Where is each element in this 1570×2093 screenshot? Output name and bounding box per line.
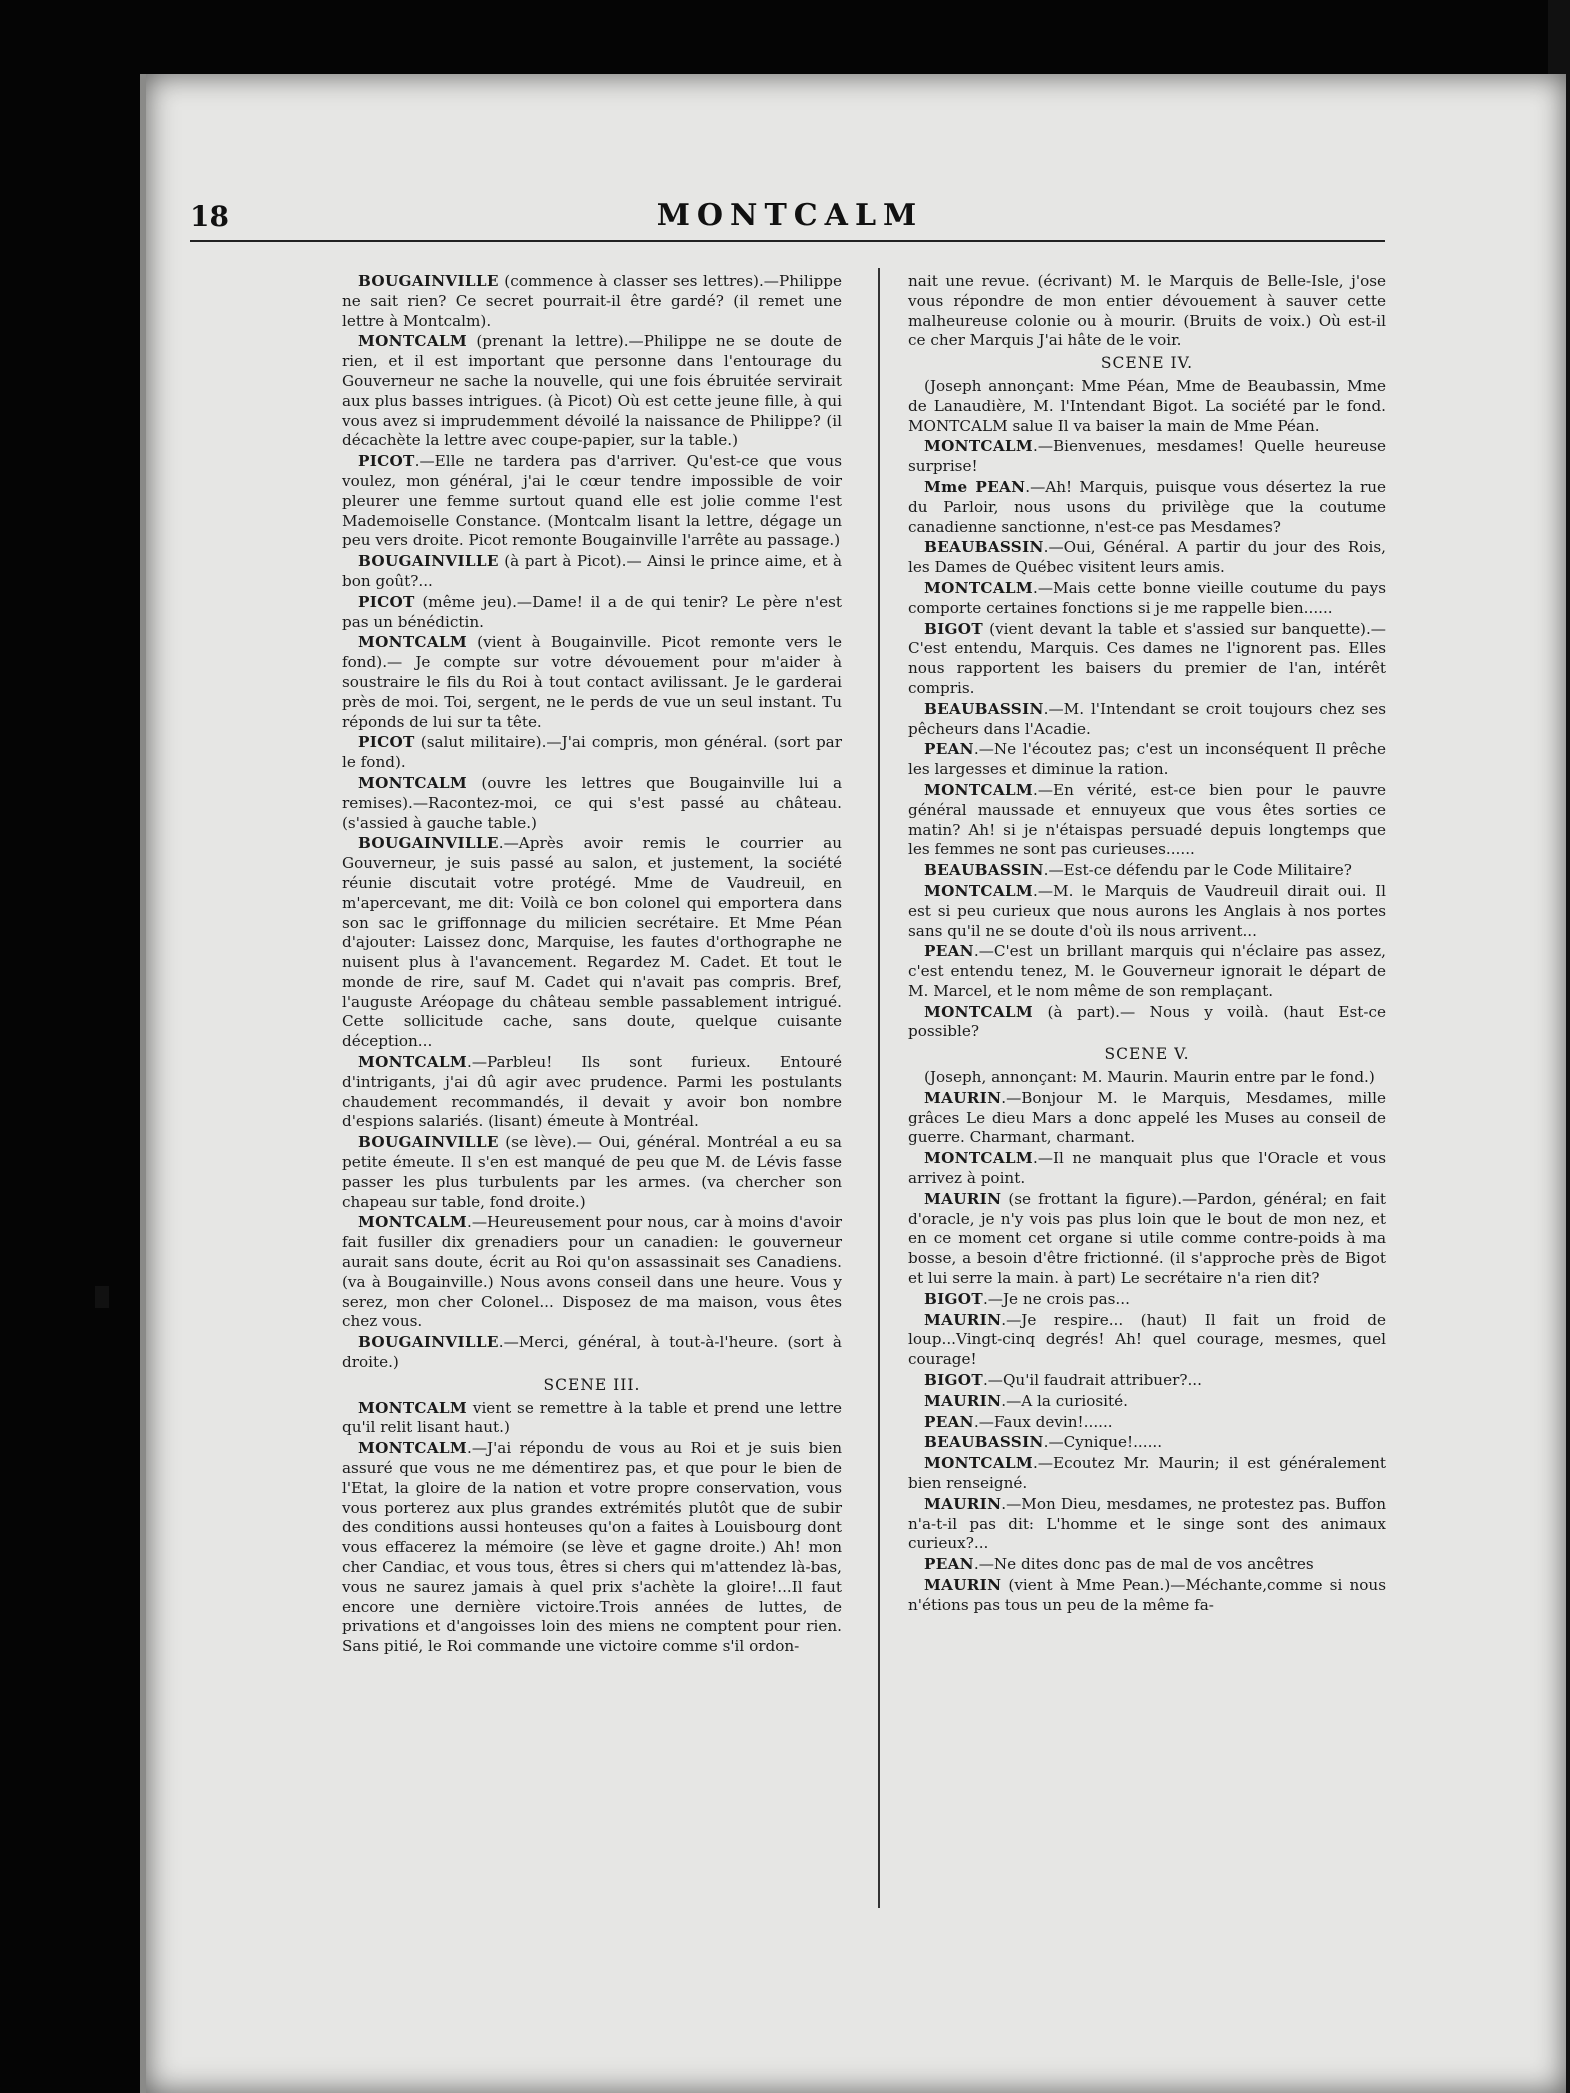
speaker-name: MONTCALM: [358, 1213, 467, 1232]
speaker-name: PEAN: [924, 740, 974, 759]
speaker-name: MAURIN: [924, 1189, 1002, 1208]
dialogue-paragraph: [908, 1454, 1386, 1494]
dialogue-paragraph: [908, 1003, 1386, 1043]
dialogue-paragraph: [908, 882, 1386, 941]
speaker-name: MAURIN: [924, 1310, 1002, 1329]
dialogue-paragraph: [908, 1433, 1386, 1453]
dialogue-text: (même jeu).—Dame! il a de qui tenir? Le père n'est pas un bénédictin.: [342, 592, 842, 631]
dialogue-paragraph: [908, 1068, 1386, 1088]
dialogue-paragraph: [342, 332, 842, 451]
dialogue-text: (se lève).— Oui, général. Montréal a eu sa petite émeute. Il s'en est manqué de peu que M. de Lévis fasse passer les plus turbulents par les armes. (va chercher son chapeau sur table, fond droite.): [342, 1133, 842, 1211]
speaker-name: MONTCALM: [924, 780, 1033, 799]
dialogue-paragraph: [908, 1555, 1386, 1575]
dialogue-text: .—C'est un brillant marquis qui n'éclaire pas assez, c'est entendu tenez, M. le Gouverneur ignorait le départ de M. Marcel, et le nom même de son remplaçant.: [908, 942, 1386, 1000]
dialogue-text: (vient à Bougainville. Picot remonte vers le fond).— Je compte sur votre dévouement pour m'aider à soustraire le fils du Roi à tout contact avilissant. Je le garderai près de moi. Toi, sergent, ne le perds de vue un seul instant. Tu réponds de lui sur ta tête.: [342, 633, 842, 731]
dialogue-paragraph: [342, 633, 842, 732]
dialogue-paragraph: [908, 478, 1386, 537]
speaker-name: BEAUBASSIN: [924, 538, 1044, 557]
speaker-name: BIGOT: [924, 619, 983, 638]
speaker-name: PEAN: [924, 1555, 974, 1574]
dialogue-paragraph: [342, 1133, 842, 1212]
speaker-name: PEAN: [924, 942, 974, 961]
speaker-name: MONTCALM: [924, 1454, 1033, 1473]
speaker-name: MAURIN: [924, 1391, 1002, 1410]
speaker-name: BEAUBASSIN: [924, 699, 1044, 718]
dialogue-paragraph: [908, 377, 1386, 436]
dialogue-text: .—Ne dites donc pas de mal de vos ancêtres: [973, 1555, 1314, 1574]
dialogue-paragraph: [908, 1371, 1386, 1391]
speaker-name: MAURIN: [924, 1088, 1002, 1107]
dialogue-text: .—Elle ne tardera pas d'arriver. Qu'est-ce que vous voulez, mon général, j'ai le cœur tendre impossible de voir pleurer une femme surtout quand elle est jolie comme l'est Mademoiselle Constance. (Montcalm lisant la lettre, dégage un peu vers droite. Picot remonte Bougainville l'arrête au passage.): [342, 452, 842, 550]
dialogue-text: (Joseph, annonçant: M. Maurin. Maurin entre par le fond.): [924, 1068, 1375, 1087]
speaker-name: MONTCALM: [924, 881, 1033, 900]
speaker-name: MONTCALM: [358, 633, 467, 652]
dialogue-text: .—M. le Marquis de Vaudreuil dirait oui. Il est si peu curieux que nous aurons les Anglais à nos portes sans qu'il ne se doute d'où ils nous arrivent...: [908, 881, 1386, 940]
speaker-name: MONTCALM: [924, 1149, 1033, 1168]
dialogue-text: .—Oui, Général. A partir du jour des Rois, les Dames de Québec visitent leurs amis.: [908, 538, 1386, 577]
speaker-name: MAURIN: [924, 1576, 1002, 1594]
dialogue-paragraph: [908, 538, 1386, 578]
dialogue-paragraph: [908, 740, 1386, 780]
dialogue-paragraph: [908, 861, 1386, 881]
dialogue-text: .—En vérité, est-ce bien pour le pauvre général maussade et ennuyeux que vous êtes sorties ce matin? Ah! si je n'étaispas persuadé depuis longtemps que les femmes ne sont pas curieuses......: [908, 780, 1386, 859]
speaker-name: PICOT: [358, 592, 415, 611]
dialogue-paragraph: [342, 593, 842, 633]
dialogue-text: vient se remettre à la table et prend une lettre qu'il relit lisant haut.): [342, 1398, 842, 1437]
dialogue-paragraph: [342, 452, 842, 551]
speaker-name: BIGOT: [924, 1371, 983, 1390]
speaker-name: BOUGAINVILLE: [358, 834, 499, 853]
header-rule: [190, 240, 1385, 242]
column-divider: [878, 268, 880, 1908]
dialogue-text: nait une revue. (écrivant) M. le Marquis de Belle-Isle, j'ose vous répondre de mon entier dévouement à sauver cette malheureuse colonie ou à mourir. (Bruits de voix.) Où est-il ce cher Marquis J'ai hâte de le voir.: [908, 272, 1386, 350]
speaker-name: Mme PEAN: [924, 477, 1026, 496]
speaker-name: BOUGAINVILLE: [358, 1333, 499, 1352]
dialogue-text: .—Cynique!......: [1043, 1433, 1163, 1452]
page-number: 18: [190, 200, 229, 233]
right-column: [908, 272, 1386, 1617]
dialogue-text: .—Mon Dieu, mesdames, ne protestez pas. Buffon n'a-t-il pas dit: L'homme et le singe sont des animaux curieux?...: [908, 1494, 1386, 1553]
speaker-name: PICOT: [358, 452, 415, 471]
dialogue-text: (vient devant la table et s'assied sur banquette).—C'est entendu, Marquis. Ces dames ne l'ignorent pas. Elles nous rapportent les baisers du premier de l'an, intérêt compris.: [908, 619, 1386, 697]
dialogue-text: .—Faux devin!......: [973, 1412, 1113, 1431]
dialogue-text: (Joseph annonçant: Mme Péan, Mme de Beaubassin, Mme de Lanaudière, M. l'Intendant Bigot. La société par le fond. MONTCALM salue Il va baiser la main de Mme Péan.: [908, 376, 1386, 435]
dialogue-paragraph: [342, 834, 842, 1052]
dialogue-text: .—Ecoutez Mr. Maurin; il est généralement bien renseigné.: [908, 1454, 1386, 1493]
dialogue-paragraph: [908, 700, 1386, 740]
dialogue-text: .—Qu'il faudrait attribuer?...: [982, 1371, 1202, 1390]
speaker-name: BOUGAINVILLE: [358, 1133, 499, 1152]
dialogue-paragraph: [908, 620, 1386, 699]
dialogue-paragraph: [342, 1213, 842, 1332]
speaker-name: MAURIN: [924, 1494, 1002, 1513]
dialogue-paragraph: [908, 1089, 1386, 1148]
dialogue-text: (se frottant la figure).—Pardon, général; en fait d'oracle, je n'y vois pas plus loin que le bout de mon nez, et en ce moment cet organe si utile comme contre-poids à ma bosse, a besoin d'être frictionné. (il s'approche près de Bigot et lui serre la main. à part) Le secrétaire n'a rien dit?: [908, 1189, 1386, 1288]
dialogue-paragraph: [908, 1190, 1386, 1289]
dialogue-text: .—J'ai répondu de vous au Roi et je suis bien assuré que vous ne me démentirez pas, et que pour le bien de l'Etat, la gloire de la nation et votre propre conservation, vous vous porterez aux plus grandes extrémités plutôt que de subir des conditions aussi honteuses qu'on a faites à Louisbourg dont vous effacerez la mémoire (se lève et gagne droite.) Ah! mon cher Candiac, et vous tous, êtres si chers qui m'attendez là-bas, vous ne saurez jamais à quel prix s'achète la gloire!...Il faut encore une dernière victoire.Trois années de luttes, de privations et d'angoisses loin des miens ne comptent pour rien. Sans pitié, le Roi commande une victoire comme s'il ordon-: [342, 1439, 842, 1656]
dialogue-text: (salut militaire).—J'ai compris, mon général. (sort par le fond).: [342, 733, 842, 772]
dialogue-text: (commence à classer ses lettres).—Philippe ne sait rien? Ce secret pourrait-il être gardé? (il remet une lettre à Montcalm).: [342, 272, 842, 330]
dialogue-paragraph: [908, 579, 1386, 619]
running-head: [190, 200, 1390, 240]
speaker-name: BEAUBASSIN: [924, 861, 1044, 880]
dialogue-paragraph: [908, 437, 1386, 477]
dialogue-paragraph: [342, 552, 842, 592]
dialogue-text: .—Ne l'écoutez pas; c'est un inconséquent Il prêche les largesses et diminue la ration.: [908, 740, 1386, 779]
dialogue-paragraph: [908, 1149, 1386, 1189]
dialogue-text: (à part).— Nous y voilà. (haut Est-ce possible?: [908, 1002, 1386, 1041]
dialogue-text: .—Parbleu! Ils sont furieux. Entouré d'intrigants, j'ai dû agir avec prudence. Parmi les postulants chaudement recommandés, il devait y avoir bon nombre d'espions salariés. (lisant) émeute à Montréal.: [342, 1053, 842, 1131]
speaker-name: MONTCALM: [924, 1002, 1033, 1021]
scene-heading: SCENE III.: [543, 1375, 641, 1394]
speaker-name: PICOT: [358, 733, 415, 752]
dialogue-text: .—Je ne crois pas...: [982, 1289, 1130, 1308]
dialogue-text: .—Après avoir remis le courrier au Gouverneur, je suis passé au salon, et justement, la société réunie discutait votre protégé. Mme de Vaudreuil, en m'apercevant, me dit: Voilà ce bon colonel qui emportera dans son sac le griffonnage du milicien secrétaire. Et Mme Péan d'ajouter: Laissez donc, Marquise, les fautes d'orthographe ne nuisent plus à l'avancement. Regardez M. Cadet. Et tout le monde de rire, sauf M. Cadet qui n'avait pas compris. Bref, l'auguste Aréopage du château semble passablement intrigué. Cette sollicitude cache, sans doute, quelque cuisante déception...: [342, 834, 842, 1051]
dialogue-text: .—Il ne manquait plus que l'Oracle et vous arrivez à point.: [908, 1149, 1386, 1188]
dialogue-paragraph: [342, 1399, 842, 1439]
dialogue-paragraph: [342, 1439, 842, 1657]
speaker-name: MONTCALM: [358, 332, 467, 351]
speaker-name: BOUGAINVILLE: [358, 552, 499, 571]
dialogue-paragraph: [908, 1495, 1386, 1554]
scan-mark: [95, 1286, 109, 1308]
scene-heading: SCENE V.: [1104, 1045, 1190, 1064]
dialogue-text: .—Je respire... (haut) Il fait un froid de loup...Vingt-cinq degrés! Ah! quel courage, mesmes, quel courage!: [908, 1310, 1386, 1369]
dialogue-paragraph: [908, 942, 1386, 1001]
scene-heading: SCENE IV.: [1100, 354, 1194, 373]
dialogue-paragraph: [342, 733, 842, 773]
dialogue-paragraph: [342, 774, 842, 833]
dialogue-text: .—Merci, général, à tout-à-l'heure. (sort à droite.): [342, 1333, 842, 1372]
left-column: [342, 272, 842, 1658]
speaker-name: BEAUBASSIN: [924, 1433, 1044, 1452]
speaker-name: MONTCALM: [358, 1053, 467, 1072]
dialogue-text: .—Est-ce défendu par le Code Militaire?: [1043, 861, 1352, 880]
dialogue-paragraph: [908, 1290, 1386, 1310]
dialogue-text: .—Bienvenues, mesdames! Quelle heureuse surprise!: [908, 437, 1386, 476]
dialogue-paragraph: [908, 1576, 1386, 1616]
dialogue-text: (ouvre les lettres que Bougainville lui a remises).—Racontez-moi, ce qui s'est passé au château. (s'assied à gauche table.): [342, 773, 842, 832]
dialogue-text: (à part à Picot).— Ainsi le prince aime, et à bon goût?...: [342, 552, 842, 590]
dialogue-text: .—A la curiosité.: [1001, 1391, 1128, 1410]
dialogue-paragraph: [908, 1413, 1386, 1433]
dialogue-text: .—Heureusement pour nous, car à moins d'avoir fait fusiller dix grenadiers pour un canadien: le gouverneur aurait sans doute, écrit au Roi qu'on assassinait ses Canadiens. (va à Bougainville.) Nous avons conseil dans une heure. Vous y serez, mon cher Colonel... Disposez de ma maison, vous êtes chez vous.: [342, 1213, 842, 1331]
dialogue-text: .—Mais cette bonne vieille coutume du pays comporte certaines fonctions si je me rappelle bien......: [908, 578, 1386, 617]
speaker-name: BIGOT: [924, 1289, 983, 1308]
dialogue-text: (prenant la lettre).—Philippe ne se doute de rien, et il est important que personne dans l'entourage du Gouverneur ne sache la nouvelle, qui une fois ébruitée servirait aux plus basses intrigues. (à Picot) Où est cette jeune fille, à qui vous avez si imprudemment dévoilé la naissance de Philippe? (il décachète la lettre avec coupe-papier, sur la table.): [342, 332, 842, 450]
dialogue-paragraph: [342, 272, 842, 331]
dialogue-text: .—Bonjour M. le Marquis, Mesdames, mille grâces Le dieu Mars a donc appelé les Muses au conseil de guerre. Charmant, charmant.: [908, 1088, 1386, 1147]
speaker-name: PEAN: [924, 1412, 974, 1431]
dialogue-paragraph: [908, 781, 1386, 860]
speaker-name: MONTCALM: [358, 773, 467, 792]
speaker-name: MONTCALM: [358, 1439, 467, 1458]
speaker-name: MONTCALM: [924, 437, 1033, 456]
running-title: MONTCALM: [656, 198, 924, 233]
dialogue-paragraph: [908, 1392, 1386, 1412]
dialogue-paragraph: [342, 1053, 842, 1132]
speaker-name: MONTCALM: [924, 578, 1033, 597]
dialogue-paragraph: [342, 1333, 842, 1373]
dialogue-paragraph: [908, 272, 1386, 351]
dialogue-text: (vient à Mme Pean.)—Méchante,comme si nous n'étions pas tous un peu de la même fa-: [908, 1576, 1386, 1614]
dialogue-paragraph: [908, 1311, 1386, 1370]
speaker-name: MONTCALM: [358, 1398, 467, 1417]
dialogue-text: .—Ah! Marquis, puisque vous désertez la rue du Parloir, nous usons du privilège que la coutume canadienne sanctionne, n'est-ce pas Mesdames?: [908, 477, 1386, 536]
dialogue-text: .—M. l'Intendant se croit toujours chez ses pêcheurs dans l'Acadie.: [908, 699, 1386, 738]
speaker-name: BOUGAINVILLE: [358, 272, 499, 290]
